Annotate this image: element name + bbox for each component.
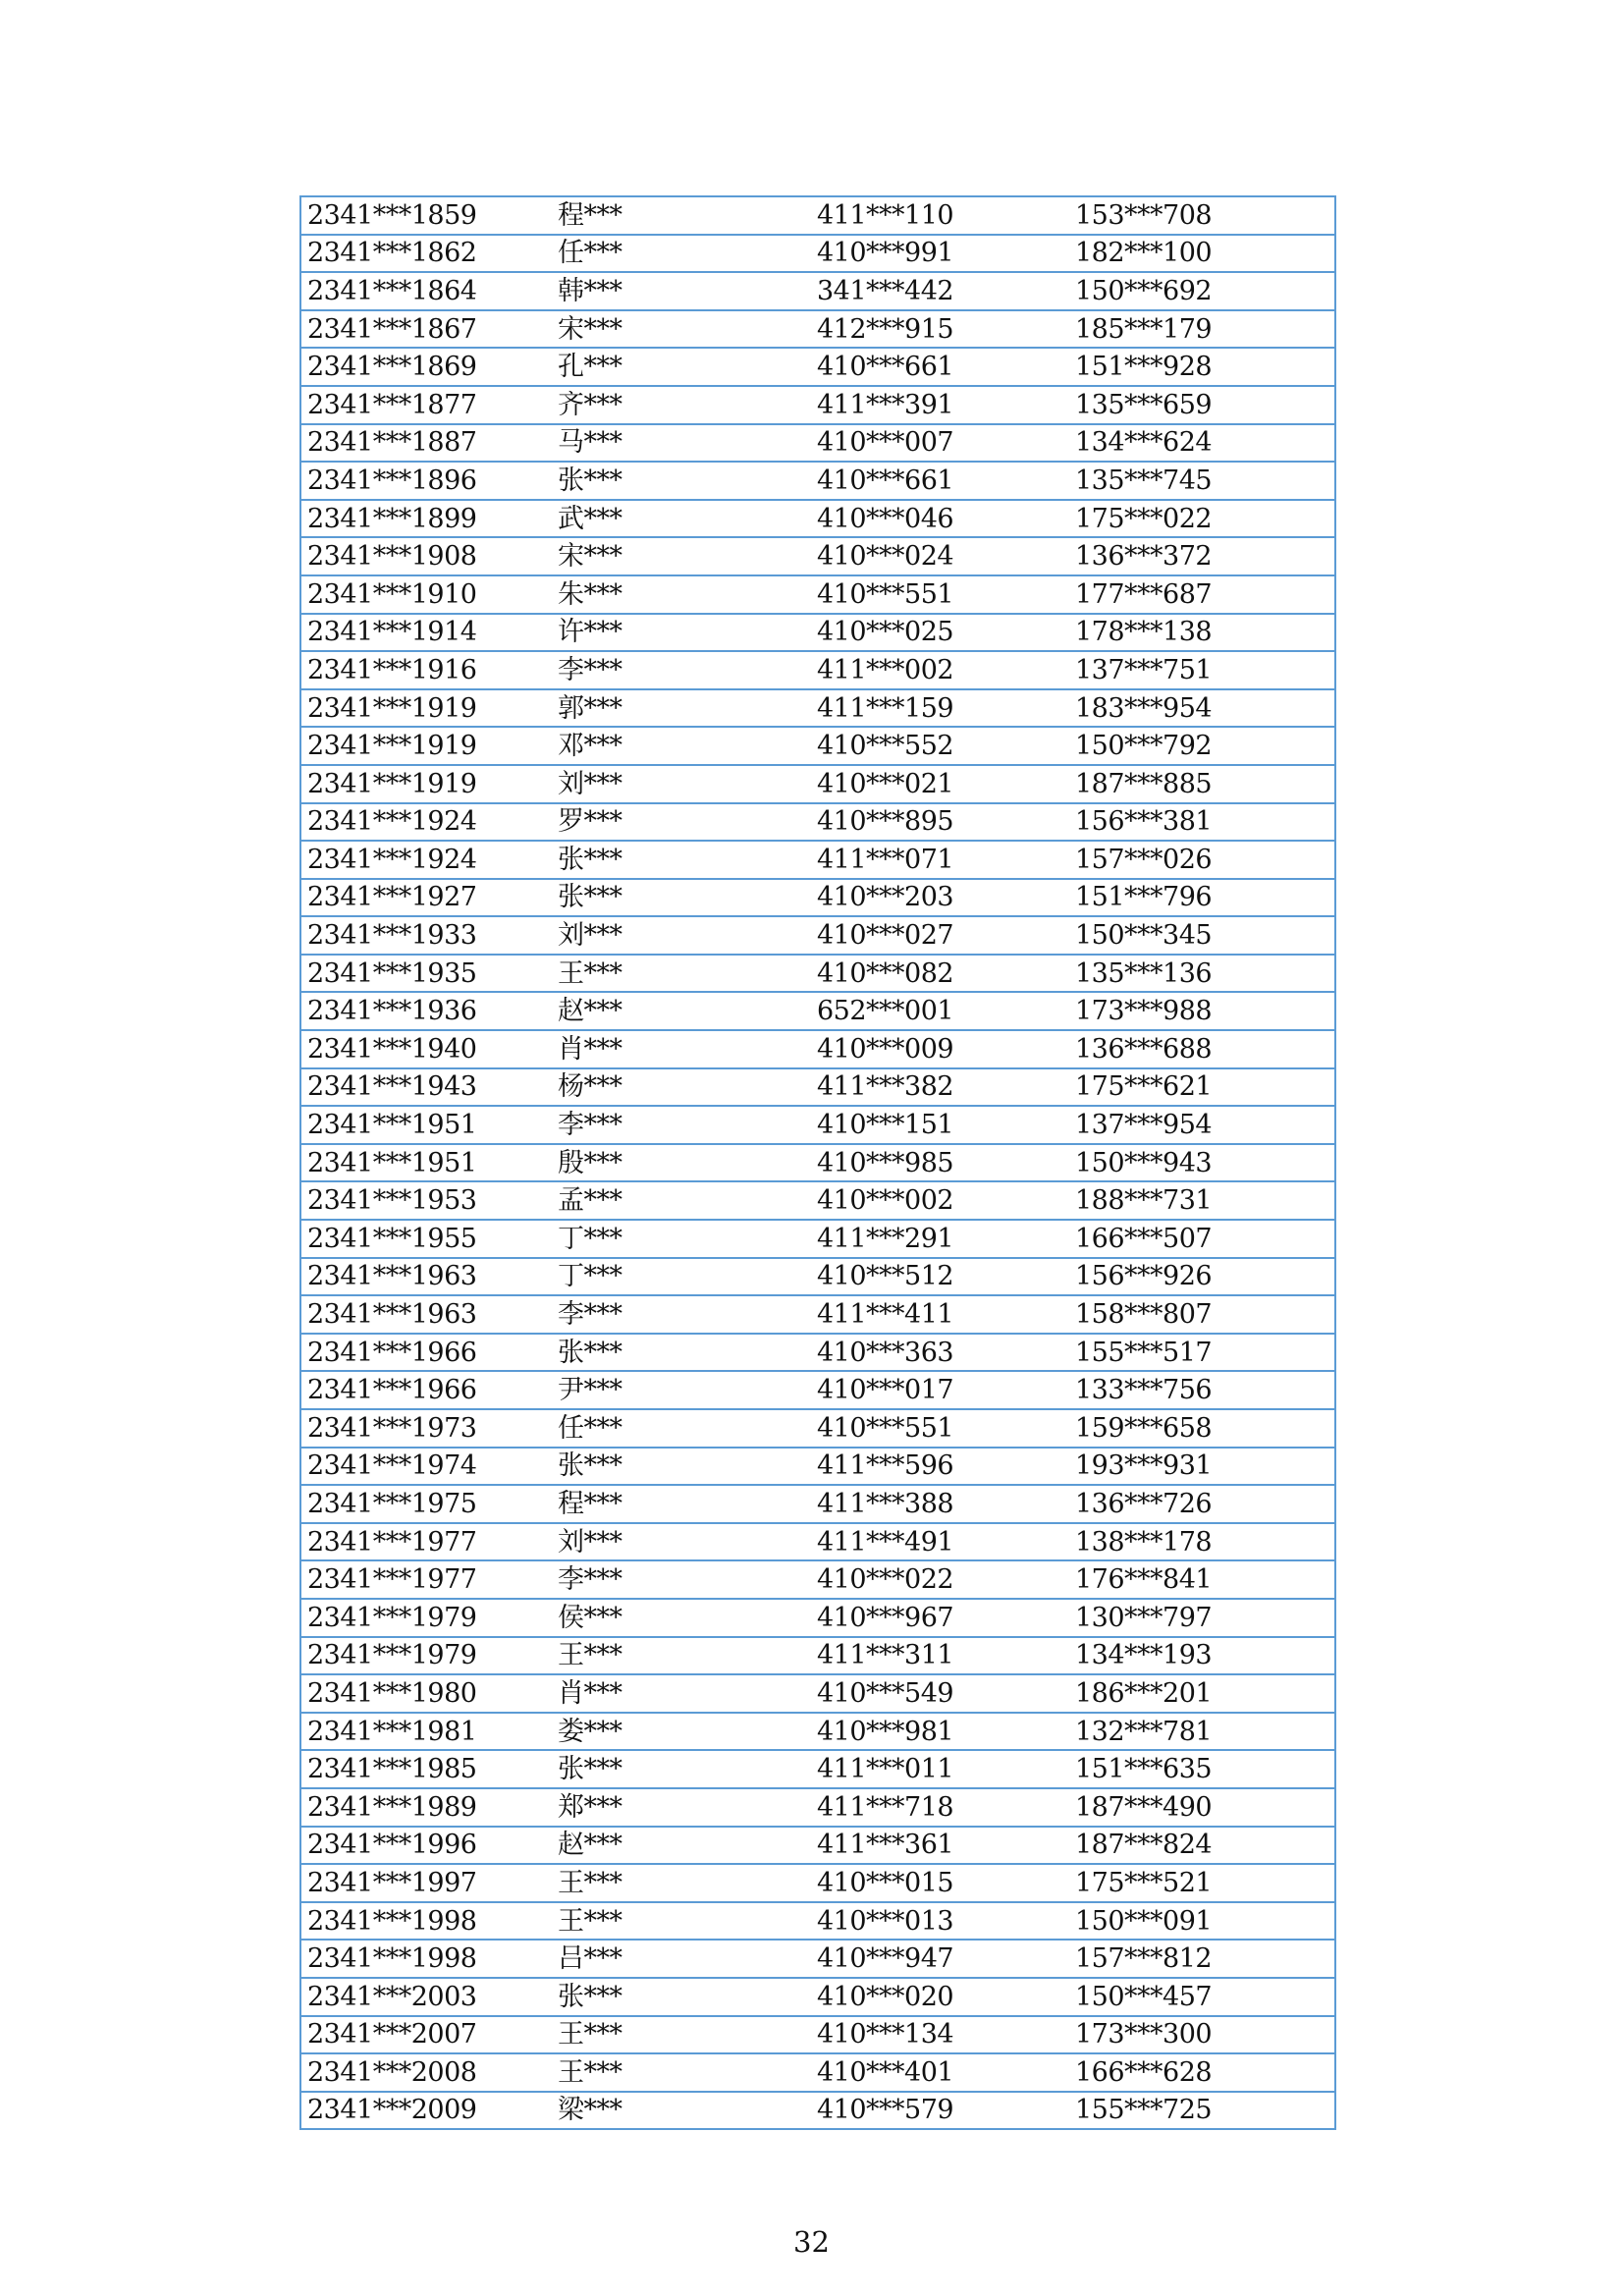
table-row (300, 1674, 1335, 1713)
id-number-cell: 411***361 (817, 1827, 1075, 1865)
registration-number-cell: 2341***1864 (300, 272, 558, 310)
phone-number-cell: 136***726 (1075, 1485, 1335, 1523)
phone-number-cell: 150***792 (1075, 727, 1335, 765)
table-row (300, 196, 1335, 235)
name-cell: 殷*** (558, 1144, 817, 1182)
id-number-cell: 410***021 (817, 765, 1075, 803)
phone-number-cell: 176***841 (1075, 1560, 1335, 1599)
phone-number-cell: 132***781 (1075, 1713, 1335, 1751)
id-number-cell: 411***291 (817, 1220, 1075, 1258)
table-row (300, 1978, 1335, 2016)
registration-number-cell: 2341***1951 (300, 1144, 558, 1182)
registration-number-cell: 2341***1963 (300, 1295, 558, 1334)
table-row (300, 1448, 1335, 1486)
registration-number-cell: 2341***1981 (300, 1713, 558, 1751)
registration-number-cell: 2341***1927 (300, 879, 558, 917)
name-cell: 邓*** (558, 727, 817, 765)
name-cell: 孟*** (558, 1181, 817, 1220)
table-row (300, 462, 1335, 500)
phone-number-cell: 166***507 (1075, 1220, 1335, 1258)
id-number-cell: 410***363 (817, 1334, 1075, 1372)
id-number-cell: 410***015 (817, 1864, 1075, 1902)
name-cell: 张*** (558, 1750, 817, 1788)
name-cell: 韩*** (558, 272, 817, 310)
registration-number-cell: 2341***1869 (300, 348, 558, 386)
table-row (300, 1523, 1335, 1561)
name-cell: 郭*** (558, 689, 817, 728)
name-cell: 程*** (558, 196, 817, 235)
id-number-cell: 410***551 (817, 575, 1075, 614)
table-row (300, 841, 1335, 879)
table-row (300, 1560, 1335, 1599)
registration-number-cell: 2341***1899 (300, 500, 558, 538)
id-number-cell: 410***895 (817, 803, 1075, 842)
name-cell: 王*** (558, 1902, 817, 1941)
registration-number-cell: 2341***1989 (300, 1788, 558, 1827)
name-cell: 李*** (558, 651, 817, 689)
table-row (300, 614, 1335, 652)
id-number-cell: 341***442 (817, 272, 1075, 310)
id-number-cell: 410***009 (817, 1030, 1075, 1068)
name-cell: 许*** (558, 614, 817, 652)
phone-number-cell: 135***745 (1075, 462, 1335, 500)
phone-number-cell: 138***178 (1075, 1523, 1335, 1561)
phone-number-cell: 186***201 (1075, 1674, 1335, 1713)
phone-number-cell: 173***988 (1075, 992, 1335, 1030)
phone-number-cell: 182***100 (1075, 235, 1335, 273)
phone-number-cell: 137***751 (1075, 651, 1335, 689)
name-cell: 尹*** (558, 1371, 817, 1409)
id-number-cell: 410***985 (817, 1144, 1075, 1182)
id-number-cell: 410***013 (817, 1902, 1075, 1941)
id-number-cell: 410***661 (817, 348, 1075, 386)
phone-number-cell: 157***026 (1075, 841, 1335, 879)
registration-number-cell: 2341***1877 (300, 386, 558, 424)
table-row (300, 727, 1335, 765)
phone-number-cell: 136***372 (1075, 537, 1335, 575)
table-row (300, 765, 1335, 803)
name-cell: 丁*** (558, 1258, 817, 1296)
registration-number-cell: 2341***1996 (300, 1827, 558, 1865)
table-row (300, 1827, 1335, 1865)
phone-number-cell: 156***381 (1075, 803, 1335, 842)
name-cell: 宋*** (558, 537, 817, 575)
registration-number-cell: 2341***1919 (300, 689, 558, 728)
name-cell: 王*** (558, 955, 817, 993)
id-number-cell: 411***382 (817, 1068, 1075, 1107)
id-number-cell: 411***002 (817, 651, 1075, 689)
registration-number-cell: 2341***1943 (300, 1068, 558, 1107)
id-number-cell: 410***967 (817, 1599, 1075, 1637)
name-cell: 武*** (558, 500, 817, 538)
registration-number-cell: 2341***1974 (300, 1448, 558, 1486)
registration-number-cell: 2341***1887 (300, 424, 558, 463)
registration-number-cell: 2341***2009 (300, 2092, 558, 2130)
registration-number-cell: 2341***1940 (300, 1030, 558, 1068)
id-number-cell: 410***027 (817, 916, 1075, 955)
registration-number-cell: 2341***1966 (300, 1371, 558, 1409)
phone-number-cell: 134***624 (1075, 424, 1335, 463)
table-row (300, 575, 1335, 614)
table-row (300, 1864, 1335, 1902)
name-cell: 王*** (558, 2016, 817, 2054)
phone-number-cell: 135***136 (1075, 955, 1335, 993)
registration-number-cell: 2341***1867 (300, 310, 558, 349)
registration-number-cell: 2341***1977 (300, 1523, 558, 1561)
registration-number-cell: 2341***2007 (300, 2016, 558, 2054)
registration-number-cell: 2341***1973 (300, 1409, 558, 1448)
name-cell: 刘*** (558, 765, 817, 803)
name-cell: 马*** (558, 424, 817, 463)
registration-number-cell: 2341***1924 (300, 841, 558, 879)
name-cell: 赵*** (558, 1827, 817, 1865)
table-row (300, 1220, 1335, 1258)
phone-number-cell: 183***954 (1075, 689, 1335, 728)
phone-number-cell: 150***091 (1075, 1902, 1335, 1941)
phone-number-cell: 134***193 (1075, 1637, 1335, 1675)
table-row (300, 1940, 1335, 1978)
registration-number-cell: 2341***1953 (300, 1181, 558, 1220)
phone-number-cell: 178***138 (1075, 614, 1335, 652)
phone-number-cell: 156***926 (1075, 1258, 1335, 1296)
table-row (300, 1409, 1335, 1448)
name-cell: 罗*** (558, 803, 817, 842)
registration-number-cell: 2341***1916 (300, 651, 558, 689)
table-row (300, 1371, 1335, 1409)
id-number-cell: 410***401 (817, 2053, 1075, 2092)
name-cell: 李*** (558, 1560, 817, 1599)
registration-number-cell: 2341***1924 (300, 803, 558, 842)
id-number-cell: 410***661 (817, 462, 1075, 500)
table-row (300, 803, 1335, 842)
id-number-cell: 411***411 (817, 1295, 1075, 1334)
name-cell: 肖*** (558, 1030, 817, 1068)
id-number-cell: 412***915 (817, 310, 1075, 349)
id-number-cell: 410***579 (817, 2092, 1075, 2130)
name-cell: 王*** (558, 1637, 817, 1675)
name-cell: 程*** (558, 1485, 817, 1523)
phone-number-cell: 185***179 (1075, 310, 1335, 349)
registration-number-cell: 2341***1979 (300, 1599, 558, 1637)
name-cell: 李*** (558, 1295, 817, 1334)
id-number-cell: 410***002 (817, 1181, 1075, 1220)
id-number-cell: 410***025 (817, 614, 1075, 652)
registration-number-cell: 2341***1933 (300, 916, 558, 955)
phone-number-cell: 153***708 (1075, 196, 1335, 235)
id-number-cell: 410***947 (817, 1940, 1075, 1978)
phone-number-cell: 157***812 (1075, 1940, 1335, 1978)
id-number-cell: 410***981 (817, 1713, 1075, 1751)
phone-number-cell: 150***692 (1075, 272, 1335, 310)
id-number-cell: 411***159 (817, 689, 1075, 728)
phone-number-cell: 150***943 (1075, 1144, 1335, 1182)
phone-number-cell: 151***796 (1075, 879, 1335, 917)
roster-table-body (300, 196, 1335, 2129)
id-number-cell: 411***596 (817, 1448, 1075, 1486)
name-cell: 娄*** (558, 1713, 817, 1751)
registration-number-cell: 2341***1935 (300, 955, 558, 993)
phone-number-cell: 151***928 (1075, 348, 1335, 386)
name-cell: 宋*** (558, 310, 817, 349)
table-row (300, 2016, 1335, 2054)
name-cell: 任*** (558, 235, 817, 273)
registration-number-cell: 2341***1980 (300, 1674, 558, 1713)
id-number-cell: 411***391 (817, 386, 1075, 424)
table-row (300, 1750, 1335, 1788)
table-row (300, 1599, 1335, 1637)
id-number-cell: 410***512 (817, 1258, 1075, 1296)
phone-number-cell: 150***457 (1075, 1978, 1335, 2016)
registration-number-cell: 2341***1896 (300, 462, 558, 500)
registration-number-cell: 2341***2008 (300, 2053, 558, 2092)
registration-number-cell: 2341***1979 (300, 1637, 558, 1675)
id-number-cell: 652***001 (817, 992, 1075, 1030)
phone-number-cell: 177***687 (1075, 575, 1335, 614)
table-row (300, 1030, 1335, 1068)
name-cell: 张*** (558, 1448, 817, 1486)
name-cell: 侯*** (558, 1599, 817, 1637)
name-cell: 丁*** (558, 1220, 817, 1258)
phone-number-cell: 188***731 (1075, 1181, 1335, 1220)
table-row (300, 1258, 1335, 1296)
registration-number-cell: 2341***1966 (300, 1334, 558, 1372)
phone-number-cell: 175***521 (1075, 1864, 1335, 1902)
phone-number-cell: 159***658 (1075, 1409, 1335, 1448)
name-cell: 张*** (558, 1334, 817, 1372)
phone-number-cell: 135***659 (1075, 386, 1335, 424)
id-number-cell: 411***388 (817, 1485, 1075, 1523)
table-row (300, 879, 1335, 917)
table-row (300, 651, 1335, 689)
registration-number-cell: 2341***1997 (300, 1864, 558, 1902)
name-cell: 刘*** (558, 1523, 817, 1561)
id-number-cell: 410***203 (817, 879, 1075, 917)
name-cell: 王*** (558, 1864, 817, 1902)
phone-number-cell: 187***490 (1075, 1788, 1335, 1827)
table-row (300, 1106, 1335, 1144)
table-row (300, 1181, 1335, 1220)
registration-number-cell: 2341***1998 (300, 1902, 558, 1941)
id-number-cell: 410***991 (817, 235, 1075, 273)
id-number-cell: 411***311 (817, 1637, 1075, 1675)
id-number-cell: 410***020 (817, 1978, 1075, 2016)
table-row (300, 348, 1335, 386)
registration-number-cell: 2341***1985 (300, 1750, 558, 1788)
table-row (300, 1144, 1335, 1182)
phone-number-cell: 173***300 (1075, 2016, 1335, 2054)
id-number-cell: 410***046 (817, 500, 1075, 538)
phone-number-cell: 187***885 (1075, 765, 1335, 803)
id-number-cell: 411***011 (817, 1750, 1075, 1788)
phone-number-cell: 187***824 (1075, 1827, 1335, 1865)
name-cell: 朱*** (558, 575, 817, 614)
name-cell: 孔*** (558, 348, 817, 386)
page-number: 32 (793, 2225, 830, 2259)
phone-number-cell: 193***931 (1075, 1448, 1335, 1486)
name-cell: 张*** (558, 1978, 817, 2016)
registration-number-cell: 2341***1914 (300, 614, 558, 652)
id-number-cell: 410***151 (817, 1106, 1075, 1144)
registration-number-cell: 2341***1936 (300, 992, 558, 1030)
id-number-cell: 410***134 (817, 2016, 1075, 2054)
id-number-cell: 410***552 (817, 727, 1075, 765)
name-cell: 任*** (558, 1409, 817, 1448)
name-cell: 刘*** (558, 916, 817, 955)
registration-number-cell: 2341***1975 (300, 1485, 558, 1523)
table-row (300, 1788, 1335, 1827)
id-number-cell: 410***007 (817, 424, 1075, 463)
phone-number-cell: 155***725 (1075, 2092, 1335, 2130)
registration-number-cell: 2341***1862 (300, 235, 558, 273)
table-row (300, 500, 1335, 538)
registration-number-cell: 2341***1919 (300, 765, 558, 803)
table-row (300, 2092, 1335, 2130)
id-number-cell: 410***017 (817, 1371, 1075, 1409)
phone-number-cell: 155***517 (1075, 1334, 1335, 1372)
registration-number-cell: 2341***1998 (300, 1940, 558, 1978)
phone-number-cell: 130***797 (1075, 1599, 1335, 1637)
name-cell: 吕*** (558, 1940, 817, 1978)
table-row (300, 689, 1335, 728)
table-row (300, 537, 1335, 575)
name-cell: 王*** (558, 2053, 817, 2092)
name-cell: 杨*** (558, 1068, 817, 1107)
phone-number-cell: 158***807 (1075, 1295, 1335, 1334)
phone-number-cell: 137***954 (1075, 1106, 1335, 1144)
id-number-cell: 410***024 (817, 537, 1075, 575)
table-row (300, 235, 1335, 273)
table-row (300, 1902, 1335, 1941)
table-row (300, 1713, 1335, 1751)
registration-number-cell: 2341***1951 (300, 1106, 558, 1144)
name-cell: 齐*** (558, 386, 817, 424)
table-row (300, 272, 1335, 310)
registration-number-cell: 2341***1908 (300, 537, 558, 575)
registration-number-cell: 2341***1919 (300, 727, 558, 765)
table-row (300, 916, 1335, 955)
phone-number-cell: 150***345 (1075, 916, 1335, 955)
registration-number-cell: 2341***1859 (300, 196, 558, 235)
id-number-cell: 411***071 (817, 841, 1075, 879)
table-row (300, 386, 1335, 424)
id-number-cell: 410***082 (817, 955, 1075, 993)
table-row (300, 955, 1335, 993)
name-cell: 肖*** (558, 1674, 817, 1713)
table-row (300, 1334, 1335, 1372)
name-cell: 张*** (558, 841, 817, 879)
id-number-cell: 411***718 (817, 1788, 1075, 1827)
table-row (300, 424, 1335, 463)
name-cell: 郑*** (558, 1788, 817, 1827)
table-row (300, 1637, 1335, 1675)
table-row (300, 2053, 1335, 2092)
name-cell: 张*** (558, 462, 817, 500)
phone-number-cell: 133***756 (1075, 1371, 1335, 1409)
id-number-cell: 410***549 (817, 1674, 1075, 1713)
id-number-cell: 410***551 (817, 1409, 1075, 1448)
registration-number-cell: 2341***2003 (300, 1978, 558, 2016)
name-cell: 张*** (558, 879, 817, 917)
registration-number-cell: 2341***1910 (300, 575, 558, 614)
id-number-cell: 411***110 (817, 196, 1075, 235)
id-number-cell: 411***491 (817, 1523, 1075, 1561)
phone-number-cell: 175***022 (1075, 500, 1335, 538)
phone-number-cell: 166***628 (1075, 2053, 1335, 2092)
registration-number-cell: 2341***1955 (300, 1220, 558, 1258)
id-number-cell: 410***022 (817, 1560, 1075, 1599)
name-cell: 赵*** (558, 992, 817, 1030)
registration-number-cell: 2341***1963 (300, 1258, 558, 1296)
table-row (300, 310, 1335, 349)
table-row (300, 1068, 1335, 1107)
table-row (300, 1295, 1335, 1334)
table-row (300, 992, 1335, 1030)
table-row (300, 1485, 1335, 1523)
registration-number-cell: 2341***1977 (300, 1560, 558, 1599)
phone-number-cell: 175***621 (1075, 1068, 1335, 1107)
name-cell: 梁*** (558, 2092, 817, 2130)
name-cell: 李*** (558, 1106, 817, 1144)
roster-table (299, 195, 1336, 2130)
phone-number-cell: 151***635 (1075, 1750, 1335, 1788)
phone-number-cell: 136***688 (1075, 1030, 1335, 1068)
